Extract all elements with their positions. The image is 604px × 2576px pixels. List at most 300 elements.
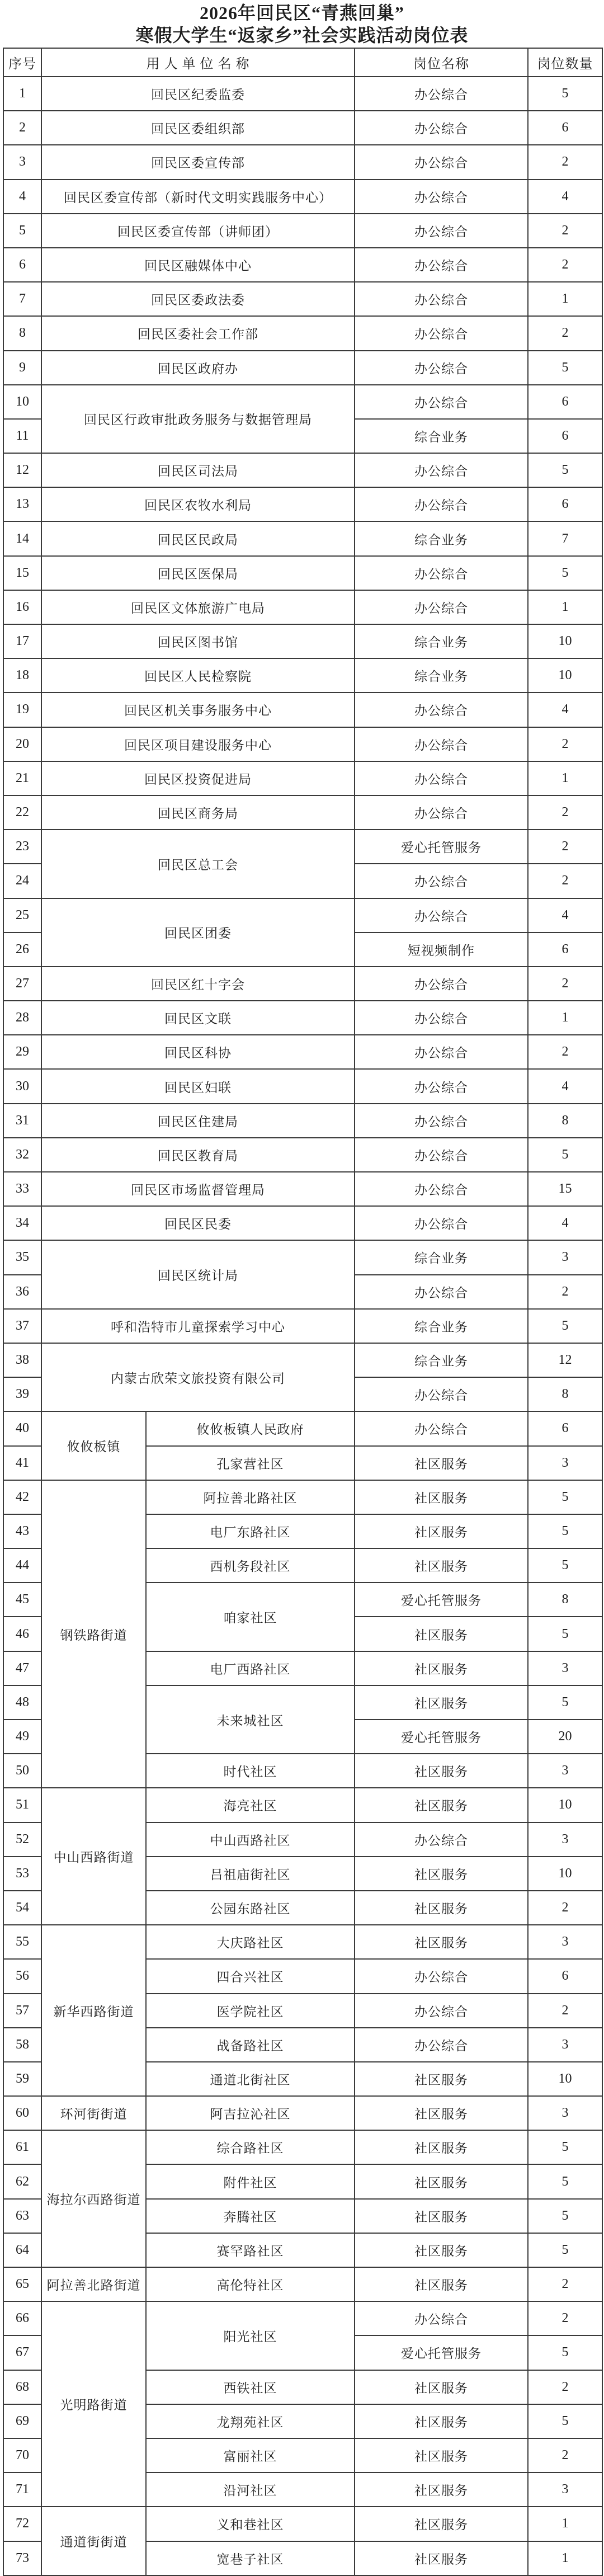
serial-cell: 5 xyxy=(3,214,41,248)
position-cell: 办公综合 xyxy=(355,1275,528,1309)
count-cell: 4 xyxy=(528,898,602,933)
position-cell: 办公综合 xyxy=(355,316,528,350)
employer-cell: 回民区文联 xyxy=(41,1001,355,1035)
employer-cell: 回民区总工会 xyxy=(41,830,355,898)
count-cell: 2 xyxy=(528,795,602,830)
employer-cell: 回民区纪委监委 xyxy=(41,77,355,111)
position-cell: 办公综合 xyxy=(355,385,528,419)
employer-cell: 呼和浩特市儿童探索学习中心 xyxy=(41,1309,355,1343)
position-cell: 社区服务 xyxy=(355,2370,528,2404)
employer-cell: 阿吉拉沁社区 xyxy=(146,2096,355,2130)
serial-cell: 25 xyxy=(3,898,41,933)
street-group-cell: 新华西路街道 xyxy=(41,1925,146,2096)
table-row xyxy=(3,385,602,419)
employer-cell: 回民区项目建设服务中心 xyxy=(41,727,355,761)
position-cell: 社区服务 xyxy=(355,1617,528,1651)
count-cell: 10 xyxy=(528,624,602,658)
position-cell: 社区服务 xyxy=(355,1514,528,1548)
employer-cell: 赛罕路社区 xyxy=(146,2233,355,2267)
employer-cell: 未来城社区 xyxy=(146,1685,355,1754)
table-row xyxy=(3,316,602,350)
table-row xyxy=(3,351,602,385)
serial-cell: 64 xyxy=(3,2233,41,2267)
table-row xyxy=(3,214,602,248)
table-row xyxy=(3,590,602,624)
employer-cell: 沿河社区 xyxy=(146,2473,355,2507)
count-cell: 1 xyxy=(528,590,602,624)
count-cell: 5 xyxy=(528,2130,602,2164)
header-serial: 序号 xyxy=(3,48,41,77)
position-cell: 爱心托管服务 xyxy=(355,1720,528,1754)
employer-cell: 奔腾社区 xyxy=(146,2199,355,2233)
serial-cell: 16 xyxy=(3,590,41,624)
table-row xyxy=(3,1069,602,1103)
serial-cell: 50 xyxy=(3,1754,41,1788)
position-cell: 社区服务 xyxy=(355,1480,528,1514)
serial-cell: 58 xyxy=(3,2028,41,2062)
count-cell: 5 xyxy=(528,351,602,385)
table-row xyxy=(3,761,602,795)
position-cell: 办公综合 xyxy=(355,1069,528,1103)
title-line-1: 2026年回民区“青燕回巢” xyxy=(199,3,404,23)
position-cell: 办公综合 xyxy=(355,487,528,521)
table-row xyxy=(3,967,602,1001)
position-cell: 办公综合 xyxy=(355,77,528,111)
count-cell: 5 xyxy=(528,1480,602,1514)
table-row xyxy=(3,2130,602,2164)
position-cell: 爱心托管服务 xyxy=(355,830,528,864)
serial-cell: 39 xyxy=(3,1377,41,1411)
count-cell: 8 xyxy=(528,1583,602,1617)
serial-cell: 24 xyxy=(3,864,41,898)
position-cell: 办公综合 xyxy=(355,248,528,282)
table-row xyxy=(3,727,602,761)
count-cell: 5 xyxy=(528,1617,602,1651)
count-cell: 5 xyxy=(528,2199,602,2233)
employer-cell: 回民区农牧水利局 xyxy=(41,487,355,521)
position-cell: 社区服务 xyxy=(355,1446,528,1480)
employer-cell: 回民区妇联 xyxy=(41,1069,355,1103)
serial-cell: 14 xyxy=(3,521,41,555)
count-cell: 5 xyxy=(528,1138,602,1172)
serial-cell: 61 xyxy=(3,2130,41,2164)
table-row xyxy=(3,487,602,521)
position-cell: 办公综合 xyxy=(355,282,528,316)
table-row xyxy=(3,1788,602,1822)
position-cell: 综合业务 xyxy=(355,1240,528,1274)
serial-cell: 34 xyxy=(3,1206,41,1240)
count-cell: 3 xyxy=(528,1822,602,1857)
position-cell: 社区服务 xyxy=(355,1754,528,1788)
employer-cell: 电厂西路社区 xyxy=(146,1651,355,1685)
count-cell: 6 xyxy=(528,487,602,521)
serial-cell: 51 xyxy=(3,1788,41,1822)
table-row xyxy=(3,453,602,487)
position-cell: 社区服务 xyxy=(355,1651,528,1685)
table-row xyxy=(3,898,602,933)
position-cell: 综合业务 xyxy=(355,521,528,555)
table-row xyxy=(3,556,602,590)
street-group-cell: 光明路街道 xyxy=(41,2301,146,2507)
table-row xyxy=(3,2507,602,2541)
table-row xyxy=(3,795,602,830)
serial-cell: 17 xyxy=(3,624,41,658)
count-cell: 5 xyxy=(528,453,602,487)
count-cell: 2 xyxy=(528,145,602,179)
count-cell: 10 xyxy=(528,658,602,693)
count-cell: 10 xyxy=(528,1788,602,1822)
serial-cell: 32 xyxy=(3,1138,41,1172)
count-cell: 3 xyxy=(528,1446,602,1480)
serial-cell: 57 xyxy=(3,1994,41,2028)
table-row xyxy=(3,1001,602,1035)
employer-cell: 吕祖庙街社区 xyxy=(146,1857,355,1891)
table-row xyxy=(3,1138,602,1172)
serial-cell: 35 xyxy=(3,1240,41,1274)
count-cell: 7 xyxy=(528,521,602,555)
position-cell: 办公综合 xyxy=(355,1035,528,1069)
serial-cell: 31 xyxy=(3,1104,41,1138)
count-cell: 2 xyxy=(528,2370,602,2404)
employer-cell: 回民区红十字会 xyxy=(41,967,355,1001)
count-cell: 10 xyxy=(528,1857,602,1891)
serial-cell: 54 xyxy=(3,1891,41,1925)
employer-cell: 回民区行政审批政务服务与数据管理局 xyxy=(41,385,355,453)
employer-cell: 回民区融媒体中心 xyxy=(41,248,355,282)
position-cell: 综合业务 xyxy=(355,624,528,658)
count-cell: 5 xyxy=(528,2233,602,2267)
count-cell: 2 xyxy=(528,1994,602,2028)
employer-cell: 时代社区 xyxy=(146,1754,355,1788)
employer-cell: 咱家社区 xyxy=(146,1583,355,1651)
position-cell: 办公综合 xyxy=(355,2028,528,2062)
serial-cell: 1 xyxy=(3,77,41,111)
street-group-cell: 攸攸板镇 xyxy=(41,1411,146,1480)
count-cell: 5 xyxy=(528,2404,602,2438)
count-cell: 4 xyxy=(528,1206,602,1240)
street-group-cell: 海拉尔西路街道 xyxy=(41,2130,146,2267)
count-cell: 2 xyxy=(528,967,602,1001)
position-cell: 社区服务 xyxy=(355,2130,528,2164)
position-cell: 办公综合 xyxy=(355,1001,528,1035)
employer-cell: 战备路社区 xyxy=(146,2028,355,2062)
serial-cell: 27 xyxy=(3,967,41,1001)
serial-cell: 55 xyxy=(3,1925,41,1959)
count-cell: 4 xyxy=(528,1069,602,1103)
serial-cell: 46 xyxy=(3,1617,41,1651)
count-cell: 4 xyxy=(528,693,602,727)
table-row xyxy=(3,1172,602,1206)
position-cell: 办公综合 xyxy=(355,111,528,145)
employer-cell: 回民区教育局 xyxy=(41,1138,355,1172)
employer-cell: 阳光社区 xyxy=(146,2301,355,2370)
employer-cell: 四合兴社区 xyxy=(146,1959,355,1993)
position-cell: 社区服务 xyxy=(355,1788,528,1822)
count-cell: 3 xyxy=(528,2028,602,2062)
document-title xyxy=(0,0,604,46)
employer-cell: 回民区司法局 xyxy=(41,453,355,487)
position-cell: 综合业务 xyxy=(355,1309,528,1343)
count-cell: 5 xyxy=(528,1548,602,1583)
serial-cell: 40 xyxy=(3,1411,41,1445)
count-cell: 5 xyxy=(528,1309,602,1343)
count-cell: 6 xyxy=(528,385,602,419)
count-cell: 2 xyxy=(528,727,602,761)
position-cell: 办公综合 xyxy=(355,864,528,898)
position-cell: 办公综合 xyxy=(355,453,528,487)
serial-cell: 42 xyxy=(3,1480,41,1514)
table-row xyxy=(3,282,602,316)
employer-cell: 回民区委宣传部 xyxy=(41,145,355,179)
employer-cell: 回民区机关事务服务中心 xyxy=(41,693,355,727)
table-row xyxy=(3,248,602,282)
position-cell: 综合业务 xyxy=(355,1343,528,1377)
serial-cell: 37 xyxy=(3,1309,41,1343)
serial-cell: 30 xyxy=(3,1069,41,1103)
serial-cell: 26 xyxy=(3,933,41,967)
count-cell: 6 xyxy=(528,111,602,145)
count-cell: 1 xyxy=(528,1001,602,1035)
employer-cell: 高伦特社区 xyxy=(146,2267,355,2301)
position-cell: 社区服务 xyxy=(355,2062,528,2096)
serial-cell: 53 xyxy=(3,1857,41,1891)
table-row xyxy=(3,1104,602,1138)
serial-cell: 59 xyxy=(3,2062,41,2096)
count-cell: 1 xyxy=(528,2541,602,2575)
serial-cell: 33 xyxy=(3,1172,41,1206)
table-row xyxy=(3,1925,602,1959)
employer-cell: 龙翔苑社区 xyxy=(146,2404,355,2438)
count-cell: 12 xyxy=(528,1343,602,1377)
employer-cell: 回民区委社会工作部 xyxy=(41,316,355,350)
serial-cell: 47 xyxy=(3,1651,41,1685)
count-cell: 5 xyxy=(528,2335,602,2370)
position-cell: 社区服务 xyxy=(355,2096,528,2130)
employer-cell: 孔家营社区 xyxy=(146,1446,355,1480)
serial-cell: 62 xyxy=(3,2164,41,2198)
table-row xyxy=(3,1206,602,1240)
position-cell: 社区服务 xyxy=(355,2199,528,2233)
serial-cell: 13 xyxy=(3,487,41,521)
employer-cell: 回民区政府办 xyxy=(41,351,355,385)
count-cell: 2 xyxy=(528,1891,602,1925)
serial-cell: 73 xyxy=(3,2541,41,2575)
count-cell: 1 xyxy=(528,761,602,795)
serial-cell: 66 xyxy=(3,2301,41,2335)
count-cell: 15 xyxy=(528,1172,602,1206)
employer-cell: 回民区委宣传部（新时代文明实践服务中心） xyxy=(41,180,355,214)
street-group-cell: 环河街街道 xyxy=(41,2096,146,2130)
employer-cell: 回民区住建局 xyxy=(41,1104,355,1138)
serial-cell: 44 xyxy=(3,1548,41,1583)
count-cell: 3 xyxy=(528,1240,602,1274)
count-cell: 5 xyxy=(528,1685,602,1720)
serial-cell: 18 xyxy=(3,658,41,693)
serial-cell: 72 xyxy=(3,2507,41,2541)
count-cell: 2 xyxy=(528,830,602,864)
serial-cell: 12 xyxy=(3,453,41,487)
position-cell: 综合业务 xyxy=(355,658,528,693)
position-cell: 办公综合 xyxy=(355,761,528,795)
position-cell: 办公综合 xyxy=(355,967,528,1001)
position-cell: 社区服务 xyxy=(355,1857,528,1891)
serial-cell: 56 xyxy=(3,1959,41,1993)
serial-cell: 3 xyxy=(3,145,41,179)
position-cell: 社区服务 xyxy=(355,1925,528,1959)
count-cell: 2 xyxy=(528,2267,602,2301)
employer-cell: 电厂东路社区 xyxy=(146,1514,355,1548)
serial-cell: 10 xyxy=(3,385,41,419)
employer-cell: 回民区科协 xyxy=(41,1035,355,1069)
position-cell: 办公综合 xyxy=(355,795,528,830)
count-cell: 5 xyxy=(528,556,602,590)
count-cell: 6 xyxy=(528,1959,602,1993)
count-cell: 2 xyxy=(528,2438,602,2473)
table-row xyxy=(3,77,602,111)
table-row xyxy=(3,521,602,555)
table-row xyxy=(3,1035,602,1069)
position-cell: 办公综合 xyxy=(355,1411,528,1445)
position-cell: 办公综合 xyxy=(355,1377,528,1411)
header-employer: 用 人 单 位 名 称 xyxy=(41,48,355,77)
position-cell: 办公综合 xyxy=(355,727,528,761)
serial-cell: 67 xyxy=(3,2335,41,2370)
serial-cell: 69 xyxy=(3,2404,41,2438)
serial-cell: 65 xyxy=(3,2267,41,2301)
employer-cell: 西铁社区 xyxy=(146,2370,355,2404)
table-row xyxy=(3,1480,602,1514)
title-line-2: 寒假大学生“返家乡”社会实践活动岗位表 xyxy=(135,25,469,45)
positions-table xyxy=(3,48,603,2576)
table-row xyxy=(3,1343,602,1377)
position-cell: 社区服务 xyxy=(355,2438,528,2473)
count-cell: 2 xyxy=(528,2301,602,2335)
serial-cell: 9 xyxy=(3,351,41,385)
serial-cell: 21 xyxy=(3,761,41,795)
count-cell: 5 xyxy=(528,2164,602,2198)
serial-cell: 43 xyxy=(3,1514,41,1548)
street-group-cell: 钢铁路街道 xyxy=(41,1480,146,1788)
count-cell: 2 xyxy=(528,248,602,282)
count-cell: 2 xyxy=(528,1035,602,1069)
position-cell: 社区服务 xyxy=(355,2267,528,2301)
table-row xyxy=(3,2096,602,2130)
count-cell: 3 xyxy=(528,1754,602,1788)
count-cell: 3 xyxy=(528,1651,602,1685)
position-cell: 社区服务 xyxy=(355,2473,528,2507)
employer-cell: 回民区医保局 xyxy=(41,556,355,590)
serial-cell: 41 xyxy=(3,1446,41,1480)
count-cell: 3 xyxy=(528,2096,602,2130)
table-row xyxy=(3,693,602,727)
count-cell: 2 xyxy=(528,214,602,248)
table-row xyxy=(3,2267,602,2301)
employer-cell: 西机务段社区 xyxy=(146,1548,355,1583)
street-group-cell: 中山西路街道 xyxy=(41,1788,146,1925)
employer-cell: 中山西路社区 xyxy=(146,1822,355,1857)
serial-cell: 8 xyxy=(3,316,41,350)
table-row xyxy=(3,2301,602,2335)
employer-cell: 回民区文体旅游广电局 xyxy=(41,590,355,624)
serial-cell: 71 xyxy=(3,2473,41,2507)
table-row xyxy=(3,111,602,145)
count-cell: 8 xyxy=(528,1104,602,1138)
count-cell: 6 xyxy=(528,933,602,967)
serial-cell: 20 xyxy=(3,727,41,761)
count-cell: 4 xyxy=(528,180,602,214)
serial-cell: 4 xyxy=(3,180,41,214)
employer-cell: 回民区商务局 xyxy=(41,795,355,830)
table-row xyxy=(3,1240,602,1274)
count-cell: 5 xyxy=(528,77,602,111)
count-cell: 1 xyxy=(528,282,602,316)
employer-cell: 回民区民委 xyxy=(41,1206,355,1240)
employer-cell: 回民区市场监督管理局 xyxy=(41,1172,355,1206)
employer-cell: 医学院社区 xyxy=(146,1994,355,2028)
serial-cell: 70 xyxy=(3,2438,41,2473)
serial-cell: 6 xyxy=(3,248,41,282)
count-cell: 20 xyxy=(528,1720,602,1754)
table-row xyxy=(3,830,602,864)
serial-cell: 49 xyxy=(3,1720,41,1754)
position-cell: 办公综合 xyxy=(355,180,528,214)
table-row xyxy=(3,180,602,214)
employer-cell: 回民区民政局 xyxy=(41,521,355,555)
position-cell: 办公综合 xyxy=(355,1206,528,1240)
street-group-cell: 通道街街道 xyxy=(41,2507,146,2575)
position-cell: 办公综合 xyxy=(355,1822,528,1857)
employer-cell: 回民区团委 xyxy=(41,898,355,967)
table-row xyxy=(3,658,602,693)
count-cell: 2 xyxy=(528,1275,602,1309)
count-cell: 5 xyxy=(528,1514,602,1548)
position-cell: 办公综合 xyxy=(355,1994,528,2028)
count-cell: 3 xyxy=(528,1925,602,1959)
count-cell: 2 xyxy=(528,864,602,898)
employer-cell: 宽巷子社区 xyxy=(146,2541,355,2575)
serial-cell: 29 xyxy=(3,1035,41,1069)
header-row xyxy=(3,48,602,77)
employer-cell: 回民区委组织部 xyxy=(41,111,355,145)
serial-cell: 68 xyxy=(3,2370,41,2404)
serial-cell: 48 xyxy=(3,1685,41,1720)
table-row xyxy=(3,624,602,658)
position-cell: 综合业务 xyxy=(355,419,528,453)
serial-cell: 36 xyxy=(3,1275,41,1309)
count-cell: 8 xyxy=(528,1377,602,1411)
employer-cell: 海亮社区 xyxy=(146,1788,355,1822)
employer-cell: 回民区图书馆 xyxy=(41,624,355,658)
table-row xyxy=(3,1411,602,1445)
count-cell: 6 xyxy=(528,419,602,453)
position-cell: 办公综合 xyxy=(355,1959,528,1993)
street-group-cell: 阿拉善北路街道 xyxy=(41,2267,146,2301)
count-cell: 6 xyxy=(528,1411,602,1445)
header-count: 岗位数量 xyxy=(528,48,602,77)
employer-cell: 回民区委宣传部（讲师团） xyxy=(41,214,355,248)
position-cell: 社区服务 xyxy=(355,2541,528,2575)
count-cell: 3 xyxy=(528,2473,602,2507)
employer-cell: 回民区委政法委 xyxy=(41,282,355,316)
position-cell: 办公综合 xyxy=(355,145,528,179)
serial-cell: 19 xyxy=(3,693,41,727)
position-cell: 社区服务 xyxy=(355,2404,528,2438)
employer-cell: 回民区投资促进局 xyxy=(41,761,355,795)
position-cell: 办公综合 xyxy=(355,1104,528,1138)
position-cell: 爱心托管服务 xyxy=(355,1583,528,1617)
position-cell: 办公综合 xyxy=(355,214,528,248)
employer-cell: 公园东路社区 xyxy=(146,1891,355,1925)
